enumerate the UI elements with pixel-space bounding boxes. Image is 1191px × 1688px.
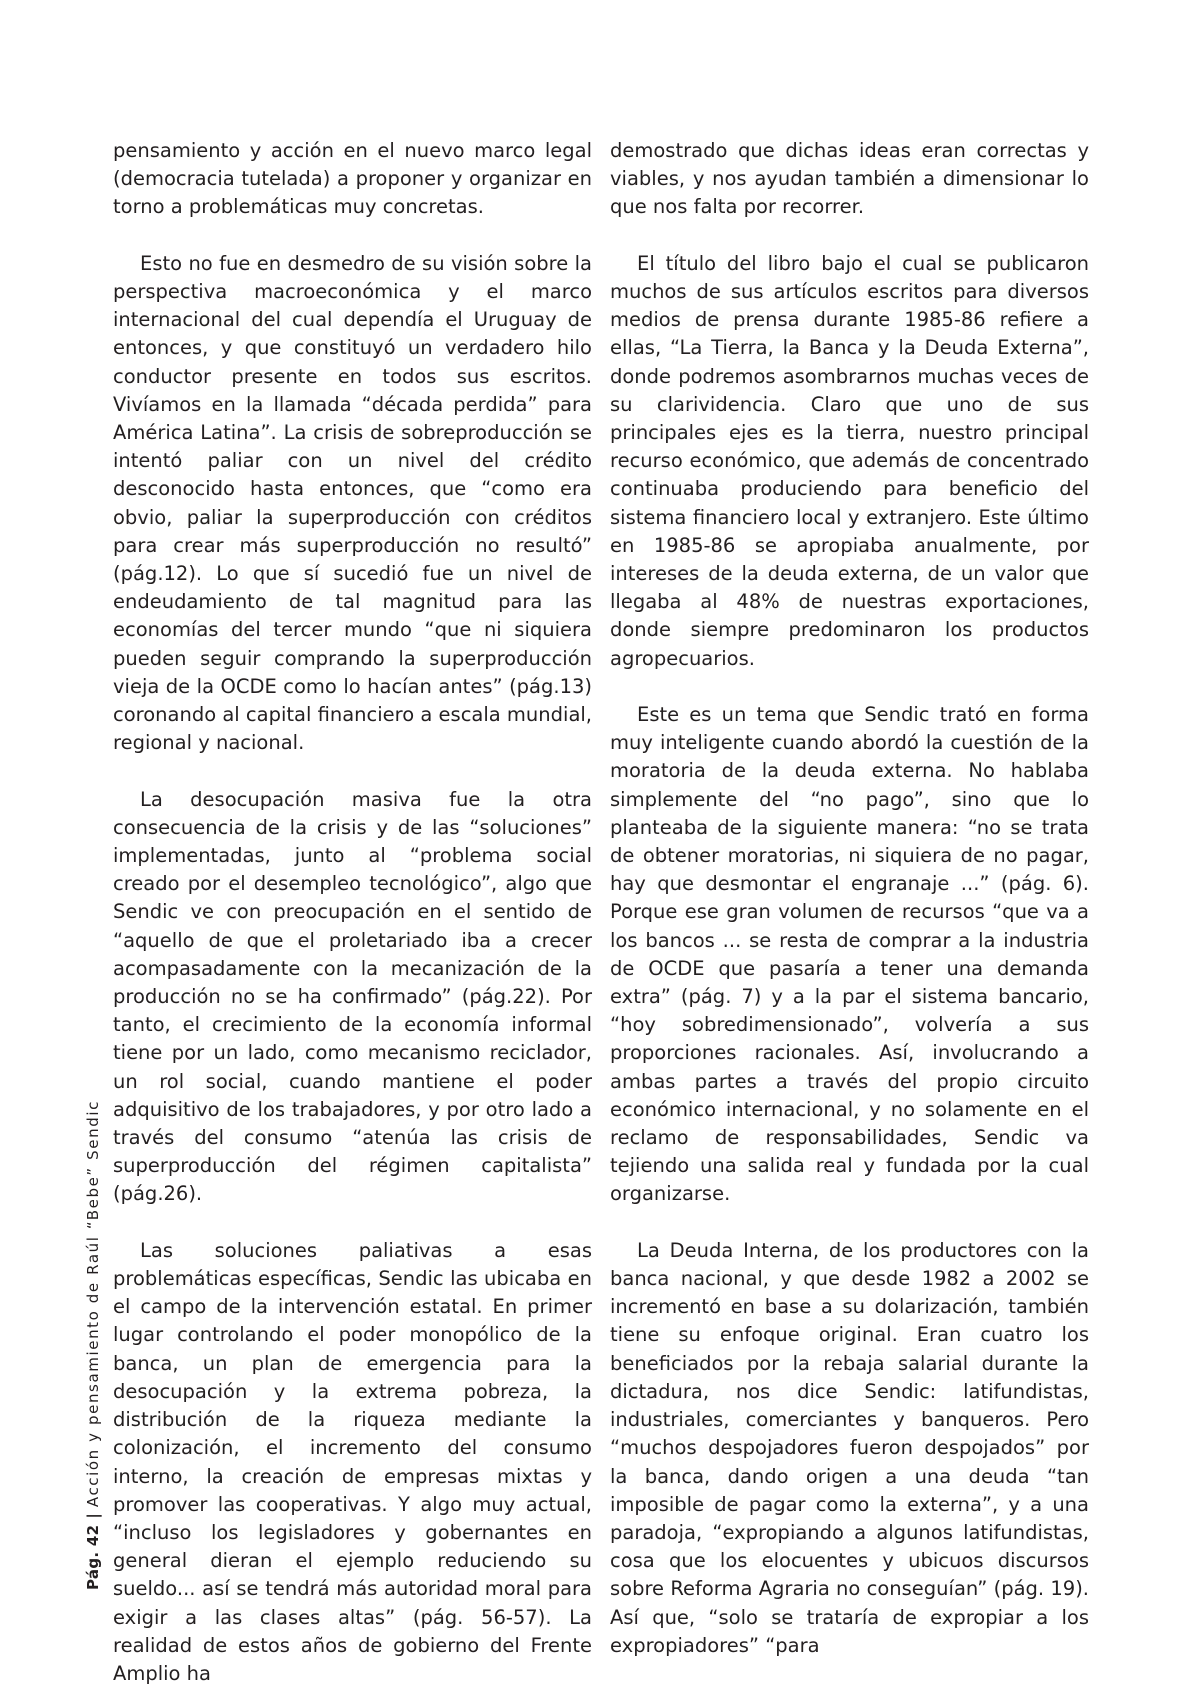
paragraph: La desocupación masiva fue la otra consecuencia de la crisis y de las “soluciones” implementadas, junto al “problema social creado por el desempleo tecnológico”, algo que Sendic ve con preocupación en el sentido de “aquello de que el proletariado iba a crecer acompasadamente con la mecanización de la producción no se ha confirmado” (pág.22). Por tanto, el crecimiento de la economía informal tiene por un lado, como mecanismo reciclador, un rol social, cuando mantiene el poder adquisitivo de los trabajadores, y por otro lado a través del consumo “atenúa las crisis de superproducción del régimen capitalista” (pág.26). (113, 787, 592, 1206)
paragraph: El título del libro bajo el cual se publicaron muchos de sus artículos escritos para diversos medios de prensa durante 1985-86 refiere a ellas, “La Tierra, la Banca y la Deuda Externa”, donde podremos asombrarnos muchas veces de su clarividencia. Claro que uno de sus principales ejes es la tierra, nuestro principal recurso económico, que además de concentrado continuaba produciendo para beneficio del sistema financiero local y extranjero. Este último en 1985-86 se apropiaba anualmente, por intereses de la deuda externa, de un valor que llegaba al 48% de nuestras exportaciones, donde siempre predominaron los productos agropecuarios. (610, 251, 1089, 670)
paragraph: La Deuda Interna, de los productores con la banca nacional, y que desde 1982 a 2002 se incrementó en base a su dolarización, también tiene su enfoque original. Eran cuatro los beneficiados por la rebaja salarial durante la dictadura, nos dice Sendic: latifundistas, industriales, comerciantes y banqueros. Pero “muchos despojadores fueron despojados” por la banca, dando origen a una deuda “tan imposible de pagar como la externa”, y a una paradoja, “expropiando a algunos latifundistas, cosa que los elocuentes y ubicuos discursos sobre Reforma Agraria no conseguían” (pág. 19). Así que, “solo se trataría de expropiar a los expropiadores” “para (610, 1238, 1089, 1657)
running-title: Acción y pensamiento de Raúl “Bebe” Sendic (84, 1100, 102, 1508)
right-column (610, 137, 1089, 1660)
paragraph: Las soluciones paliativas a esas problemáticas específicas, Sendic las ubicaba en el campo de la intervención estatal. En primer lugar controlando el poder monopólico de la banca, un plan de emergencia para la desocupación y la extrema pobreza, la distribución de la riqueza mediante la colonización, el incremento del consumo interno, la creación de empresas mixtas y promover las cooperativas. Y algo muy actual, “incluso los legisladores y gobernantes en general dieran el ejemplo reduciendo su sueldo... así se tendrá más autoridad moral para exigir a las clases altas” (pág. 56-57). La realidad de estos años de gobierno del Frente Amplio ha (113, 1238, 592, 1685)
running-header-vertical (84, 1100, 102, 1590)
separator: | (84, 1513, 102, 1519)
paragraph: Esto no fue en desmedro de su visión sobre la perspectiva macroeconómica y el marco internacional del cual dependía el Uruguay de entonces, y que constituyó un verdadero hilo conductor presente en todos sus escritos. Vivíamos en la llamada “década perdida” para América Latina”. La crisis de sobreproducción se intentó paliar con un nivel del crédito desconocido hasta entonces, que “como era obvio, paliar la superproducción con créditos para crear más superproducción no resultó” (pág.12). Lo que sí sucedió fue un nivel de endeudamiento de tal magnitud para las economías del tercer mundo “que ni siquiera pueden seguir comprando la superproducción vieja de la OCDE como lo hacían antes” (pág.13) coronando al capital financiero a escala mundial, regional y nacional. (113, 251, 593, 755)
paragraph: pensamiento y acción en el nuevo marco legal (democracia tutelada) a proponer y organizar en torno a problemáticas muy concretas. (113, 139, 592, 219)
paragraph: Este es un tema que Sendic trató en forma muy inteligente cuando abordó la cuestión de la moratoria de la deuda externa. No hablaba simplemente del “no pago”, sino que lo planteaba de la siguiente manera: “no se trata de obtener moratorias, ni siquiera de no pagar, hay que desmontar el engranaje ...” (pág. 6). Porque ese gran volumen de recursos “que va a los bancos ... se resta de comprar a la industria de OCDE que pasaría a tener una demanda extra” (pág. 7) y a la par el sistema bancario, “hoy sobredimensionado”, volvería a sus proporciones racionales. Así, involucrando a ambas partes a través del propio circuito económico internacional, y no solamente en el reclamo de responsabilidades, Sendic va tejiendo una salida real y fundada por la cual organizarse. (610, 703, 1089, 1206)
left-column (113, 137, 592, 1688)
paragraph: demostrado que dichas ideas eran correctas y viables, y nos ayudan también a dimensionar lo que nos falta por recorrer. (610, 139, 1089, 219)
page-number: Pág. 42 (84, 1524, 102, 1590)
